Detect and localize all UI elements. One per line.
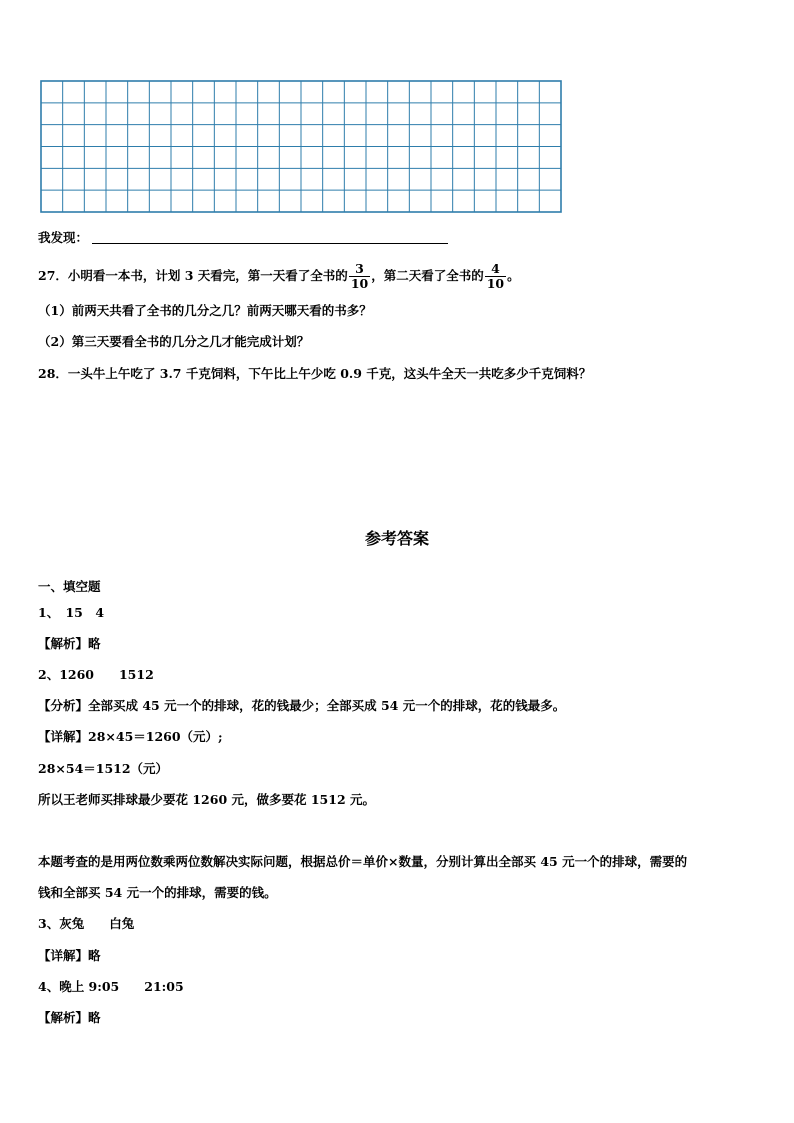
discovery-line bbox=[38, 230, 448, 246]
answer-1: 1、 15 4 bbox=[38, 605, 105, 620]
q27-tail: 。 bbox=[507, 268, 520, 283]
frac1-numerator: 3 bbox=[355, 261, 364, 276]
question-27 bbox=[38, 262, 520, 291]
answer-2-detail-2: 28×54＝1512（元） bbox=[38, 761, 169, 776]
q27-lead: 27．小明看一本书，计划 3 天看完，第一天看了全书的 bbox=[38, 268, 348, 283]
answer-2-analysis: 【分析】全部买成 45 元一个的排球，花的钱最少；全部买成 54 元一个的排球，花的钱最多。 bbox=[38, 698, 566, 713]
frac2-denominator: 10 bbox=[486, 276, 505, 291]
frac2-numerator: 4 bbox=[491, 261, 500, 276]
answer-2-comment-1: 本题考查的是用两位数乘两位数解决实际问题，根据总价＝单价×数量，分别计算出全部买 45 元一个的排球，需要的 bbox=[38, 854, 688, 869]
answer-4: 4、晚上 9:05 21:05 bbox=[38, 979, 184, 994]
answer-3-note: 【详解】略 bbox=[38, 948, 101, 963]
discovery-blank bbox=[92, 231, 448, 244]
answer-grid bbox=[40, 80, 562, 213]
answer-4-note: 【解析】略 bbox=[38, 1010, 101, 1025]
frac1-denominator: 10 bbox=[350, 276, 369, 291]
grid-lines bbox=[40, 80, 562, 213]
q27-sub2: （2）第三天要看全书的几分之几才能完成计划？ bbox=[38, 334, 310, 349]
answer-3: 3、灰兔 白兔 bbox=[38, 916, 135, 931]
answers-title: 参考答案 bbox=[364, 529, 429, 548]
q27-mid: ，第二天看了全书的 bbox=[371, 268, 484, 283]
fraction-3-10 bbox=[349, 262, 370, 291]
answer-2-detail-3: 所以王老师买排球最少要花 1260 元，做多要花 1512 元。 bbox=[38, 792, 375, 807]
answer-2: 2、1260 1512 bbox=[38, 667, 154, 682]
q27-sub1: （1）前两天共看了全书的几分之几？前两天哪天看的书多？ bbox=[38, 303, 372, 318]
question-28: 28．一头牛上午吃了 3.7 千克饲料，下午比上午少吃 0.9 千克，这头牛全天一共吃多少千克饲料？ bbox=[38, 366, 592, 381]
answer-2-detail-1: 【详解】28×45＝1260（元）; bbox=[38, 729, 223, 744]
answer-1-note: 【解析】略 bbox=[38, 636, 101, 651]
answer-2-comment-2: 钱和全部买 54 元一个的排球，需要的钱。 bbox=[38, 885, 277, 900]
fraction-4-10 bbox=[485, 262, 506, 291]
discovery-label: 我发现： bbox=[38, 230, 89, 245]
section-fill-blank: 一、填空题 bbox=[38, 579, 101, 594]
